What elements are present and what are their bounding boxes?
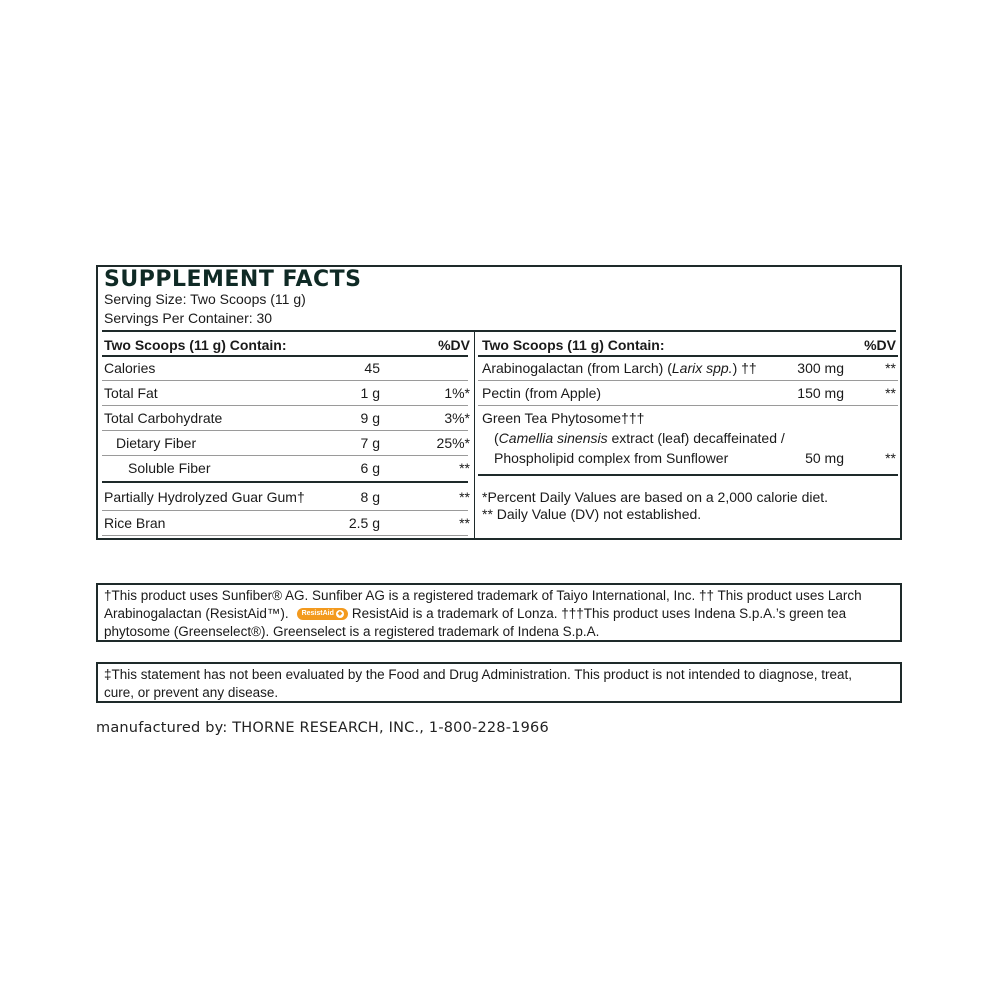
nutrient-amount: 6 g bbox=[360, 460, 380, 476]
nutrient-dv: 1%* bbox=[444, 385, 470, 401]
nutrient-amount: 1 g bbox=[360, 385, 380, 401]
nutrient-row bbox=[104, 360, 470, 382]
nutrient-amount: 7 g bbox=[360, 435, 380, 451]
right-header-rule bbox=[478, 355, 898, 357]
ingredient-label: Pectin (from Apple) bbox=[482, 385, 602, 401]
footnote-percent-dv: *Percent Daily Values are based on a 2,000 calorie diet. bbox=[482, 489, 829, 505]
nutrient-label: Total Carbohydrate bbox=[104, 410, 223, 426]
fda-disclaimer bbox=[96, 662, 902, 703]
ingredient-row bbox=[104, 515, 470, 537]
nutrient-row bbox=[104, 435, 470, 457]
ingredient-sublabel: (Camellia sinensis extract (leaf) decaffeinated / bbox=[494, 430, 785, 446]
serving-size: Serving Size: Two Scoops (11 g) bbox=[104, 291, 306, 307]
trademark-line-3: phytosome (Greenselect®). Greenselect is a registered trademark of Indena S.p.A. bbox=[104, 624, 600, 639]
ingredient-row bbox=[482, 385, 896, 407]
nutrient-dv: 25%* bbox=[436, 435, 470, 451]
trademark-line-1: †This product uses Sunfiber® AG. Sunfiber AG is a registered trademark of Taiyo International, Inc. †† This product uses Larch bbox=[104, 588, 862, 603]
ingredient-amount: 150 mg bbox=[797, 385, 844, 401]
nutrient-row bbox=[104, 410, 470, 432]
right-header-label: Two Scoops (11 g) Contain: bbox=[482, 337, 665, 353]
ingredient-subrow bbox=[482, 430, 896, 452]
ingredient-sublabel: Phospholipid complex from Sunflower bbox=[494, 450, 729, 466]
ingredient-row bbox=[482, 410, 896, 432]
section-rule bbox=[478, 474, 898, 476]
ingredient-label: Arabinogalactan (from Larch) (Larix spp.) †† bbox=[482, 360, 757, 376]
right-header-dv: %DV bbox=[864, 337, 896, 353]
section-rule bbox=[102, 481, 468, 483]
row-rule bbox=[102, 455, 468, 456]
trademark-notice bbox=[96, 583, 902, 642]
nutrient-row bbox=[104, 460, 470, 482]
ingredient-row bbox=[104, 489, 470, 511]
nutrient-amount: 45 bbox=[364, 360, 380, 376]
footnote-dv-text: ** Daily Value (DV) not established. bbox=[482, 506, 702, 522]
column-divider bbox=[474, 331, 475, 538]
manufacturer-info: manufactured by: THORNE RESEARCH, INC., 1-800-228-1966 bbox=[96, 720, 549, 736]
ingredient-amount: 2.5 g bbox=[348, 515, 380, 531]
ingredient-dv: ** bbox=[885, 360, 896, 376]
servings-per-container: Servings Per Container: 30 bbox=[104, 310, 273, 326]
nutrient-label: Calories bbox=[104, 360, 156, 376]
top-rule bbox=[102, 330, 896, 332]
nutrient-amount: 9 g bbox=[360, 410, 380, 426]
supplement-facts-panel bbox=[96, 265, 902, 540]
ingredient-amount: 300 mg bbox=[797, 360, 844, 376]
left-header-dv: %DV bbox=[438, 337, 470, 353]
ingredient-row bbox=[482, 360, 896, 382]
ingredient-amount: 8 g bbox=[360, 489, 380, 505]
row-rule bbox=[102, 405, 468, 406]
resistaid-logo: ResistAid ◆ bbox=[297, 608, 348, 620]
ingredient-label: Green Tea Phytosome††† bbox=[482, 410, 645, 426]
trademark-line-2: Arabinogalactan (ResistAid™). ResistAid ◆ ResistAid is a trademark of Lonza. †††This product uses Indena S.p.A.’s green tea bbox=[104, 606, 847, 621]
nutrient-dv: 3%* bbox=[444, 410, 470, 426]
row-rule bbox=[478, 405, 898, 406]
left-header-label: Two Scoops (11 g) Contain: bbox=[104, 337, 287, 353]
facts-title: SUPPLEMENT FACTS bbox=[104, 267, 362, 292]
ingredient-dv: ** bbox=[459, 489, 470, 505]
row-rule bbox=[102, 510, 468, 511]
ingredient-dv: ** bbox=[885, 385, 896, 401]
nutrient-label: Total Fat bbox=[104, 385, 158, 401]
ingredient-amount: 50 mg bbox=[805, 450, 844, 466]
left-header-rule bbox=[102, 355, 468, 357]
footnote-dv-not-established bbox=[482, 506, 896, 528]
resistaid-logo-icon: ◆ bbox=[337, 611, 343, 618]
nutrient-row bbox=[104, 385, 470, 407]
disclaimer-line-2: cure, or prevent any disease. bbox=[104, 685, 279, 700]
nutrient-label: Soluble Fiber bbox=[128, 460, 211, 476]
disclaimer-line-1: ‡This statement has not been evaluated by the Food and Drug Administration. This product is not intended to diagnose, treat, bbox=[104, 667, 852, 682]
row-rule bbox=[102, 430, 468, 431]
ingredient-label: Partially Hydrolyzed Guar Gum† bbox=[104, 489, 305, 505]
row-rule bbox=[478, 380, 898, 381]
ingredient-dv: ** bbox=[459, 515, 470, 531]
ingredient-subrow bbox=[482, 450, 896, 472]
row-rule bbox=[102, 535, 468, 536]
nutrient-label: Dietary Fiber bbox=[116, 435, 197, 451]
nutrient-dv: ** bbox=[459, 460, 470, 476]
row-rule bbox=[102, 380, 468, 381]
ingredient-label: Rice Bran bbox=[104, 515, 166, 531]
ingredient-dv: ** bbox=[885, 450, 896, 466]
